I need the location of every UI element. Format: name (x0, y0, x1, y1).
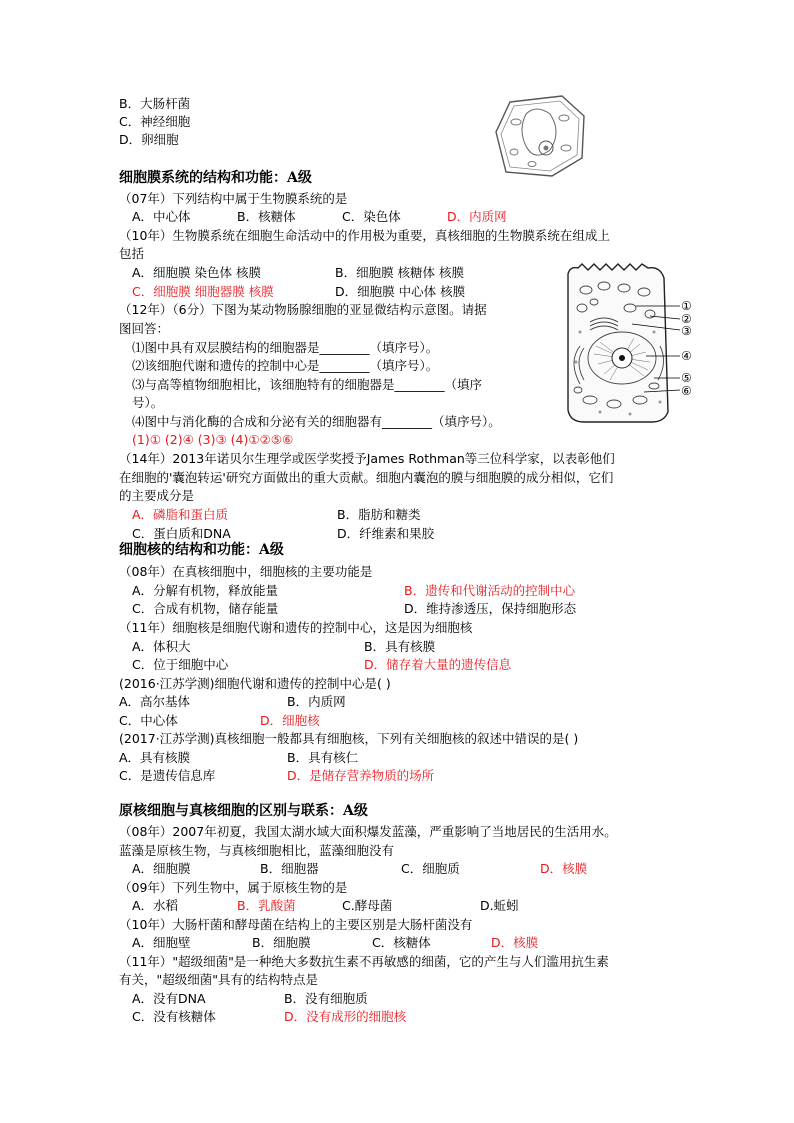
option-c: C．没有核糖体 (132, 1009, 216, 1024)
answer-option-d: D．储存着大量的遗传信息 (364, 657, 512, 672)
option-c: C．合成有机物，储存能量 (132, 601, 279, 616)
answer-text: (1)① (2)④ (3)③ (4)①②⑤⑥ (132, 432, 294, 447)
option-d: D．纤维素和果胶 (337, 526, 435, 541)
question-text: （09年）下列生物中，属于原核生物的是 (119, 880, 348, 895)
option-d: D．卵细胞 (119, 132, 179, 147)
option-b: B．细胞器 (260, 861, 319, 876)
option-c: C．是遗传信息库 (119, 768, 216, 783)
label-2: ② (681, 312, 692, 326)
answer-option-d: D．内质网 (447, 209, 507, 224)
label-3: ③ (681, 324, 692, 338)
sub-question-3-cont: 号）。 (132, 395, 164, 410)
option-a: A．体积大 (132, 639, 191, 654)
question-text-cont: 在细胞的'囊泡转运'研究方面做出的重大贡献。细胞内囊泡的膜与细胞膜的成分相似，它们 (119, 470, 614, 485)
option-a: A．水稻 (132, 898, 179, 913)
option-c: C．神经细胞 (119, 114, 191, 129)
option-c: C．细胞质 (401, 861, 460, 876)
option-b: B．没有细胞质 (284, 991, 368, 1006)
option-a: A．具有核膜 (119, 750, 191, 765)
answer-option-a: A．磷脂和蛋白质 (132, 507, 229, 522)
question-text: （10年）大肠杆菌和酵母菌在结构上的主要区别是大肠杆菌没有 (119, 917, 473, 932)
option-a: A．细胞膜 染色体 核膜 (132, 265, 261, 280)
question-text: （11年）细胞核是细胞代谢和遗传的控制中心，这是因为细胞核 (119, 620, 473, 635)
option-b: B．大肠杆菌 (119, 96, 191, 111)
sub-question-3: ⑶与高等植物细胞相比，该细胞特有的细胞器是________（填序 (132, 377, 483, 392)
label-5: ⑤ (681, 371, 692, 385)
answer-option-b: B．乳酸菌 (237, 898, 296, 913)
question-text: （14年）2013年诺贝尔生理学或医学奖授予James Rothman等三位科学家，以表彰他们 (119, 451, 615, 466)
option-b: B．脂肪和糖类 (337, 507, 421, 522)
question-text: （08年）2007年初夏，我国太湖水域大面积爆发蓝藻，严重影响了当地居民的生活用水。 (119, 824, 617, 839)
label-1: ① (681, 299, 692, 313)
option-a: A．分解有机物，释放能量 (132, 583, 279, 598)
answer-option-b: B．遗传和代谢活动的控制中心 (404, 583, 576, 598)
option-a: A．细胞膜 (132, 861, 191, 876)
option-a: A．高尔基体 (119, 694, 191, 709)
animal-cell-diagram (560, 262, 700, 428)
option-d: D.蚯蚓 (480, 898, 519, 913)
plant-cell-diagram (492, 92, 588, 178)
answer-option-d: D．是储存营养物质的场所 (287, 768, 435, 783)
section-title-prokaryote: 原核细胞与真核细胞的区别与联系：A级 (119, 803, 368, 819)
option-b: B．细胞膜 (252, 935, 311, 950)
option-d: D．维持渗透压，保持细胞形态 (404, 601, 577, 616)
sub-question-2: ⑵该细胞代谢和遗传的控制中心是________（填序号）。 (132, 358, 439, 373)
question-text: （10年）生物膜系统在细胞生命活动中的作用极为重要，真核细胞的生物膜系统在组成上 (119, 228, 610, 243)
sub-question-4: ⑷图中与消化酶的合成和分泌有关的细胞器有________（填序号）。 (132, 414, 501, 429)
question-text: （07年）下列结构中属于生物膜系统的是 (119, 191, 348, 206)
question-text: (2017·江苏学测)真核细胞一般都具有细胞核，下列有关细胞核的叙述中错误的是( ) (119, 731, 579, 746)
question-text: (2016·江苏学测)细胞代谢和遗传的控制中心是( ) (119, 676, 391, 691)
option-a: A．没有DNA (132, 991, 206, 1006)
label-4: ④ (681, 349, 692, 363)
section-title-membrane-system: 细胞膜系统的结构和功能：A级 (119, 170, 312, 186)
question-text: （12年）（6分）下图为某动物肠腺细胞的亚显微结构示意图。请据 (119, 302, 487, 317)
question-text-cont: 图回答： (119, 321, 170, 336)
question-text-cont: 有关，"超级细菌"具有的结构特点是 (119, 972, 318, 987)
answer-option-c: C．细胞膜 细胞器膜 核膜 (132, 284, 274, 299)
option-a: A．中心体 (132, 209, 191, 224)
option-a: A．细胞壁 (132, 935, 191, 950)
option-c: C.酵母菌 (342, 898, 393, 913)
answer-option-d: D．没有成形的细胞核 (284, 1009, 407, 1024)
option-b: B．核糖体 (237, 209, 296, 224)
question-text: （11年）"超级细菌"是一种绝大多数抗生素不再敏感的细菌，它的产生与人们滥用抗生素 (119, 954, 609, 969)
option-b: B．具有核膜 (364, 639, 436, 654)
option-c: C．位于细胞中心 (132, 657, 229, 672)
answer-option-d: D．核膜 (540, 861, 588, 876)
answer-option-d: D．核膜 (491, 935, 539, 950)
option-b: B．细胞膜 核糖体 核膜 (335, 265, 465, 280)
question-text-cont: 的主要成分是 (119, 488, 195, 503)
option-d: D．细胞膜 中心体 核膜 (335, 284, 466, 299)
option-c: C．蛋白质和DNA (132, 526, 231, 541)
option-c: C．中心体 (119, 713, 178, 728)
option-b: B．内质网 (287, 694, 346, 709)
option-b: B．具有核仁 (287, 750, 359, 765)
option-c: C．核糖体 (372, 935, 431, 950)
question-text-cont: 蓝藻是原核生物，与真核细胞相比，蓝藻细胞没有 (119, 843, 395, 858)
label-6: ⑥ (681, 384, 692, 398)
question-text-cont: 包括 (119, 246, 145, 261)
sub-question-1: ⑴图中具有双层膜结构的细胞器是________（填序号）。 (132, 340, 439, 355)
section-title-nucleus: 细胞核的结构和功能：A级 (119, 542, 284, 558)
option-c: C．染色体 (342, 209, 401, 224)
answer-option-d: D．细胞核 (260, 713, 320, 728)
question-text: （08年）在真核细胞中，细胞核的主要功能是 (119, 564, 373, 579)
